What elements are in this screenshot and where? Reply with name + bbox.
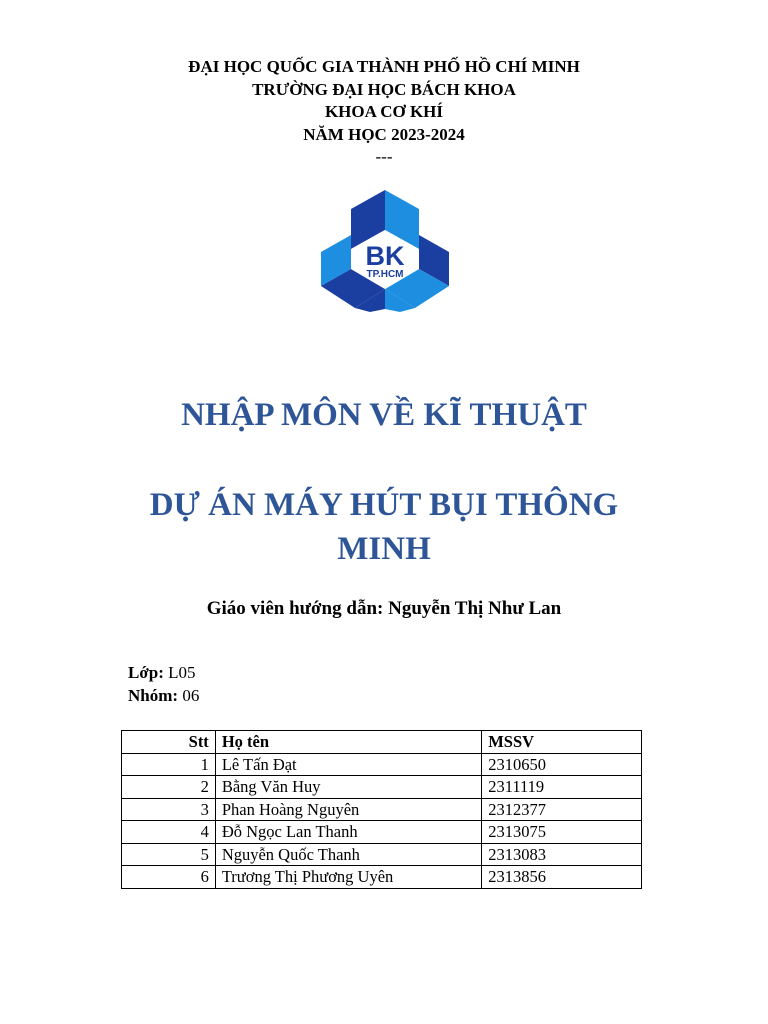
row-mssv: 2311119 xyxy=(482,776,642,799)
table-row xyxy=(122,821,642,844)
table-row xyxy=(122,753,642,776)
academic-year: NĂM HỌC 2023-2024 xyxy=(303,124,465,144)
faculty-name: KHOA CƠ KHÍ xyxy=(324,102,444,121)
row-name: Bằng Văn Huy xyxy=(215,776,481,799)
class-label: Lớp: xyxy=(128,663,164,682)
row-mssv: 2313075 xyxy=(482,821,642,844)
group-info xyxy=(128,684,199,707)
supervisor-line xyxy=(0,596,768,622)
logo-city-text: TP.HCM xyxy=(366,269,404,280)
row-mssv: 2313856 xyxy=(482,866,642,889)
logo-bk-text: BK xyxy=(365,241,405,271)
class-info xyxy=(128,661,196,684)
row-name: Nguyễn Quốc Thanh xyxy=(215,843,481,866)
group-value: 06 xyxy=(182,686,200,705)
table-row xyxy=(122,843,642,866)
row-stt: 1 xyxy=(122,753,216,776)
row-mssv: 2312377 xyxy=(482,798,642,821)
row-name: Trương Thị Phương Uyên xyxy=(215,866,481,889)
row-name: Phan Hoàng Nguyên xyxy=(215,798,481,821)
course-title: NHẬP MÔN VỀ KĨ THUẬT xyxy=(181,397,587,433)
row-mssv: 2310650 xyxy=(482,753,642,776)
row-stt: 3 xyxy=(122,798,216,821)
table-row xyxy=(122,798,642,821)
header-mssv: MSSV xyxy=(482,731,642,754)
school-name: TRƯỜNG ĐẠI HỌC BÁCH KHOA xyxy=(252,79,516,99)
bk-logo xyxy=(318,188,452,314)
class-value: L05 xyxy=(168,663,196,682)
institution-header xyxy=(0,56,768,169)
row-stt: 2 xyxy=(122,776,216,799)
row-name: Lê Tấn Đạt xyxy=(215,753,481,776)
row-stt: 6 xyxy=(122,866,216,889)
project-title: DỰ ÁN MÁY HÚT BỤI THÔNG MINH xyxy=(149,487,619,567)
row-name: Đỗ Ngọc Lan Thanh xyxy=(215,821,481,844)
supervisor-name: Nguyễn Thị Như Lan xyxy=(388,598,562,619)
separator: --- xyxy=(375,147,393,166)
table-header-row xyxy=(122,731,642,754)
header-name: Họ tên xyxy=(215,731,481,754)
table-row xyxy=(122,866,642,889)
group-label: Nhóm: xyxy=(128,686,179,705)
row-mssv: 2313083 xyxy=(482,843,642,866)
header-stt: Stt xyxy=(122,731,216,754)
row-stt: 5 xyxy=(122,843,216,866)
table-row xyxy=(122,776,642,799)
supervisor-label: Giáo viên hướng dẫn: xyxy=(206,598,384,619)
university-name: ĐẠI HỌC QUỐC GIA THÀNH PHỐ HỒ CHÍ MINH xyxy=(188,57,580,76)
row-stt: 4 xyxy=(122,821,216,844)
members-table xyxy=(121,730,642,889)
